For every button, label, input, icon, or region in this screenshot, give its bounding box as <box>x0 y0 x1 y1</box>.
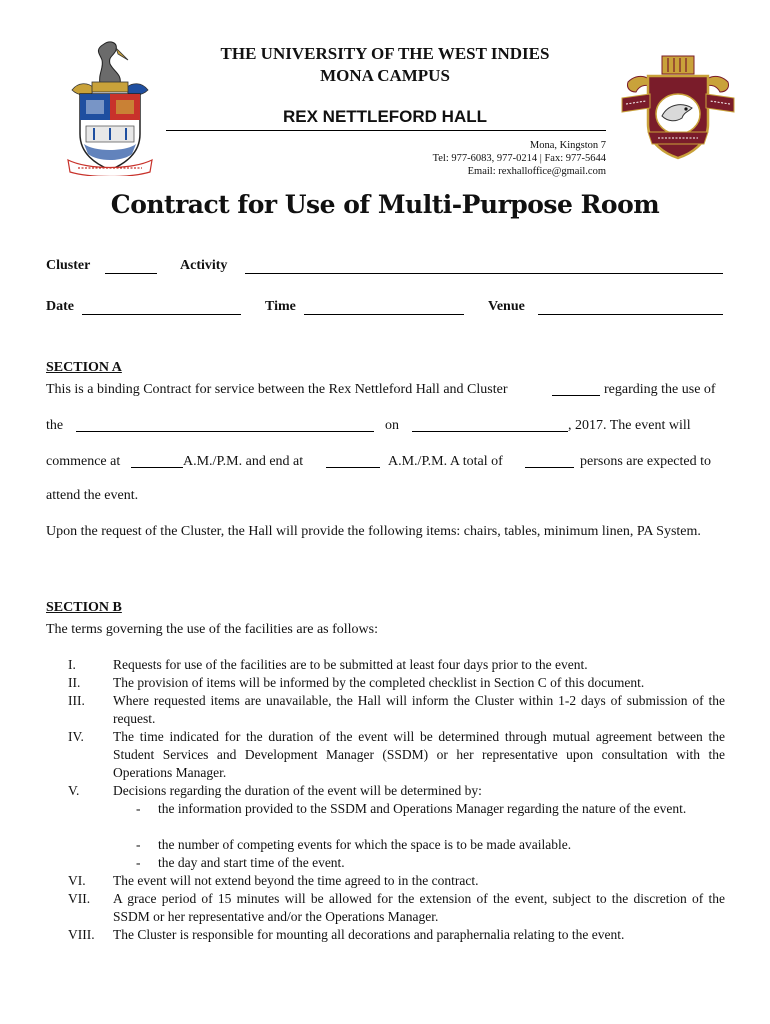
list-item: Decisions regarding the duration of the event will be determined by: <box>113 783 482 798</box>
sub-list-item: the number of competing events for which the space is to be made available. <box>158 837 572 852</box>
list-item: Requests for use of the facilities are to be submitted at least four days prior to the event. <box>113 657 588 672</box>
address: Mona, Kingston 7 <box>529 140 606 151</box>
list-item: The time indicated for the duration of the event will be determined through mutual agreement between the Student Services and Development Manager (SSDM) or her representative upon consultation with the Operations Manager. <box>113 729 725 780</box>
event-date-blank[interactable] <box>412 431 568 432</box>
campus-name: MONA CAMPUS <box>320 66 450 85</box>
list-item: The Cluster is responsible for mounting all decorations and paraphernalia relating to the event. <box>113 927 625 942</box>
university-name: THE UNIVERSITY OF THE WEST INDIES <box>220 44 550 63</box>
list-item: The event will not extend beyond the time agreed to in the contract. <box>113 873 479 888</box>
section-a-line4: attend the event. <box>46 488 139 503</box>
section-a-heading: SECTION A <box>46 360 122 375</box>
section-b-heading: SECTION B <box>46 600 122 615</box>
section-a-line1-b: regarding the use of <box>604 382 716 397</box>
sub-list-item: the day and start time of the event. <box>158 855 345 870</box>
item-number: VI. <box>68 873 86 888</box>
cluster-field[interactable] <box>105 273 157 274</box>
sub-list-item: the information provided to the SSDM and Operations Manager regarding the nature of the event. <box>158 801 687 816</box>
date-label: Date <box>46 299 74 314</box>
section-b-intro: The terms governing the use of the facilities are as follows: <box>46 622 379 637</box>
section-a-line2-c: , 2017. The event will <box>568 418 691 433</box>
cluster-label: Cluster <box>46 258 91 273</box>
list-item: The provision of items will be informed by the completed checklist in Section C of this document. <box>113 675 645 690</box>
list-item: A grace period of 15 minutes will be allowed for the extension of the event, subject to the discretion of the SSDM or her representative and/or the Operations Manager. <box>113 891 725 924</box>
activity-label: Activity <box>180 258 228 273</box>
venue-field[interactable] <box>538 314 723 315</box>
end-time-blank[interactable] <box>326 467 380 468</box>
item-number: III. <box>68 693 85 708</box>
venue-label: Venue <box>488 299 525 314</box>
section-a-line3-c: A.M./P.M. A total of <box>388 454 503 469</box>
cluster-blank[interactable] <box>552 395 600 396</box>
subitem-dash: - <box>136 837 141 852</box>
item-number: I. <box>68 657 76 672</box>
time-field[interactable] <box>304 314 464 315</box>
subitem-dash: - <box>136 801 141 816</box>
time-label: Time <box>265 299 296 314</box>
section-a-line2-a: the <box>46 418 64 433</box>
item-number: VIII. <box>68 927 95 942</box>
hall-name: REX NETTLEFORD HALL <box>283 107 487 126</box>
item-number: V. <box>68 783 80 798</box>
section-a-line1-a: This is a binding Contract for service between the Rex Nettleford Hall and Cluster <box>46 382 508 397</box>
subitem-dash: - <box>136 855 141 870</box>
section-a-line3-d: persons are expected to <box>580 454 711 469</box>
date-field[interactable] <box>82 314 241 315</box>
section-a-line3-b: A.M./P.M. and end at <box>183 454 304 469</box>
list-item: Where requested items are unavailable, the Hall will inform the Cluster within 1-2 days of submission of the request. <box>113 693 725 726</box>
activity-field[interactable] <box>245 273 723 274</box>
phone-fax: Tel: 977-6083, 977-0214 | Fax: 977-5644 <box>432 153 606 164</box>
start-time-blank[interactable] <box>131 467 183 468</box>
item-number: II. <box>68 675 81 690</box>
section-a-line2-b: on <box>385 418 399 433</box>
section-a-provisions: Upon the request of the Cluster, the Hall will provide the following items: chairs, tables, minimum linen, PA System. <box>46 524 701 539</box>
item-number: IV. <box>68 729 84 744</box>
persons-count-blank[interactable] <box>525 467 574 468</box>
email: Email: rexhalloffice@gmail.com <box>467 166 606 177</box>
document-title: Contract for Use of Multi-Purpose Room <box>110 190 660 219</box>
header-divider <box>166 130 606 131</box>
room-use-blank[interactable] <box>76 431 374 432</box>
section-a-line3-a: commence at <box>46 454 121 469</box>
item-number: VII. <box>68 891 91 906</box>
